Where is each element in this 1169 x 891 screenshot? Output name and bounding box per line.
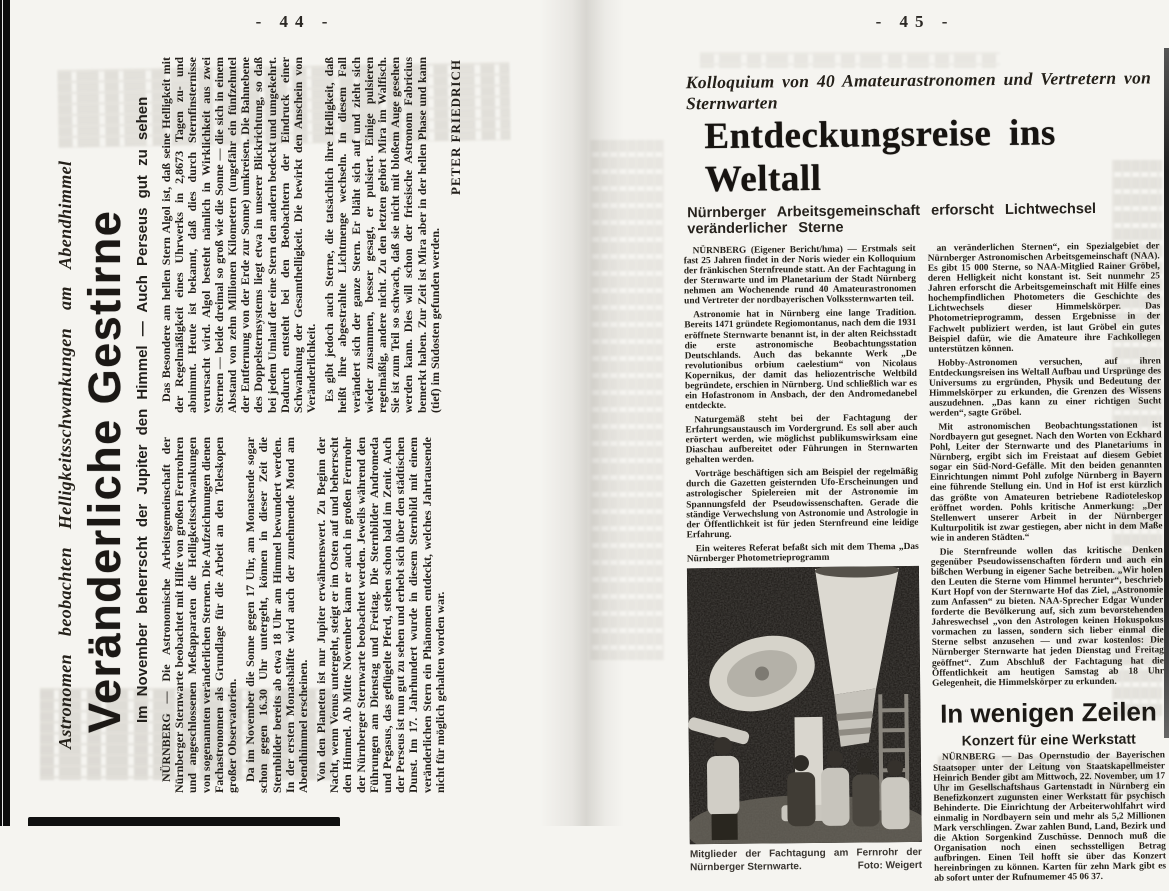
paragraph: NÜRNBERG — Die Astronomische Arbeitsgemeinschaft der Nürnberger Sternwarte beobachtet mit Hilfe von großen Fernrohren und angeschlossenen Meßapparaten die Helligkeitsschwankungen von sogenannten veränderlichen Sternen. Die Aufzeichnungen dienen Fachastronomen als Grundlage für die Arbeit an den Teleskopen großer Observatorien. — [159, 437, 239, 793]
article-column-2 — [928, 241, 1167, 888]
ghost-text — [700, 52, 1000, 68]
paragraph: Ein weiteres Referat befaßt sich mit dem Thema „Das Nürnberger Photometrieprogramm — [686, 541, 919, 565]
right-page-article — [646, 67, 1169, 891]
article-headline: Veränderliche Gestirne — [79, 209, 130, 733]
page-spine-shadow — [540, 0, 624, 826]
photo-caption — [690, 846, 922, 874]
article-columns — [684, 241, 1169, 890]
conference-photo — [687, 566, 922, 844]
briefs-item-title: Konzert für eine Werkstatt — [961, 730, 1136, 748]
film-edge-bottom — [28, 817, 340, 826]
film-edge-left — [0, 0, 10, 826]
paragraph: Hobby-Astronomen versuchen, auf ihren Entdeckungsreisen ins Weltall Aufbau und Ursprünge des Universums zu ergründen, Physik und Bedeutung der Himmelskörper zu erkunden, die Grenzen des Wissens auszudehnen. „Das kann zu einer richtigen Sucht werden“, sagte Gröbel. — [928, 356, 1162, 419]
paragraph: Mit astronomischen Beobachtungsstationen ist Nordbayern gut gesegnet. Nach den Worten von Eckhard Pohl, Leiter der Sternwarte und des Planetariums in Nürnberg, ergibt sich im Freistaat auf diesem Gebiet sogar ein Süd-Nord-Gefälle. Mit den beiden genannten Einrichtungen nimmt Pohl zufolge Nürnberg in Bayern eine führende Stellung ein. Und in Hof ist erst kürzlich das größte von Amateuren betriebene Radioteleskop eröffnet worden. Pohls kritische Anmerkung: „Der Stellenwert unserer Arbeit in der Nürnberger Kulturpolitik ist zwar gestiegen, aber nicht in dem Maße wie in anderen Städten.“ — [929, 420, 1163, 544]
article-subhead: Im November beherrscht der Jupiter den Himmel — Auch Perseus gut zu sehen — [134, 96, 151, 723]
page-number-44: - 44 - — [255, 12, 335, 31]
briefs-item-body: NÜRNBERG — Das Opernstudio der Bayerischen Staatsoper unter der Leitung von Staatskapellmeister Heinrich Bender gibt am Mittwoch, 22. November, um 17 Uhr im Gesellschaftshaus Gartenstadt in Nürnberg ein Benefizkonzert zugunsten einer Werkstatt für psychisch Behinderte. Die Einrichtung der Arbeiterwohlfahrt wird einmalig in Nordbayern sein und mehr als 5,2 Millionen Mark verschlingen. Zwar zahlen Bund, Land, Bezirk und die Aktion Sorgenkind Zuschüsse. Dennoch muß die Organisation noch einen sechsstelligen Betrag aufbringen. Einen Teil hofft sie über das Konzert hereinbringen zu können. Karten für zehn Mark gibt es ab sofort unter der Rufnumemer 45 06 37. — [932, 750, 1167, 884]
article-column-2 — [160, 57, 463, 413]
paragraph: Von den Planeten ist nur Jupiter erwähnenswert. Zu Beginn der Nacht, wenn Venus untergeht, steigt er im Osten auf und beherrscht den Himmel. Ab Mitte November kann er auch in großen Fernrohr der Nürnberger Sternwarte beobachtet werden. Jeweils während den Führungen am Dienstag und Freitag. Die Sternbilder Andromeda und Pegasus, das geflügelte Pferd, stehen schon bald im Zenit. Auch der Perseus ist nun gut zu sehen und erhebt sich über den städtischen Dunst. Im 17. Jahrhundert wurde in diesem Sternbild mit einem veränderlichen Stern ein Phänomen entdeckt, welches Jahrtausende nicht für möglich gehalten worden war. — [314, 437, 447, 793]
film-edge-right — [1164, 48, 1169, 738]
paragraph: Da im November die Sonne gegen 17 Uhr, am Monatsende sogar schon gegen 16.30 Uhr untergeht, können in dieser Zeit die Sternbilder bereits ab etwa 18 Uhr am Himmel bewundert werden. In der ersten Monatshälfte wird auch der zunehmende Mond am Abendhimmel erscheinen. — [243, 437, 310, 793]
rotated-article-canvas — [55, 56, 527, 793]
paragraph: Es gibt jedoch auch Sterne, die tatsächlich ihre Helligkeit, daß heißt ihre abgestrahlte Lichtmenge wechseln. In diesem Fall verändert sich der ganze Stern. Er bläht sich auf und zieht sich wieder zusammen, besser gesagt, er pulsiert. Einige pulsieren regelmäßig, andere nicht. Zu den letzten gehört Mira im Walfisch. Sie ist zum Teil so schwach, daß sie nicht mit bloßem Auge gesehen werden kann. Dies will schon der friesische Astronom Fabricius bemerkt haben. Zur Zeit ist Mira aber in der hellen Phase und kann (tief) im Südosten gefunden werden. — [322, 57, 442, 413]
article-byline: PETER FRIEDRICH — [447, 59, 463, 195]
paragraph: Die Sternfreunde wollen das kritische Denken gegenüber Pseudowissenschaften fördern und auch ein bißchen Werbung in eigener Sache betreiben. „Wir holen den Leuten die Sterne vom Himmel herunter“, beschrieb Kurt Hopf von der Sternwarte Hof das Ziel, „Astronomie zum Anfassen“ zu bieten. NAA-Sprecher Edgar Wunder forderte die Bevölkerung auf, sich zum bevorstehenden Jahreswechsel „von den Astrologen keinen Hokuspokus vormachen zu lassen, sondern sich lieber einmal die Sterne selbst anzusehen — und zwar kostenlos: Die Nürnberger Sternwarte hat jeden Dienstag und Freitag geöffnet“. Zum Abschluß der Fachtagung hat die Öffentlichkeit am heutigen Samstag ab 18 Uhr Gelegenheit, die Himmelskörper zu erkunden. — [930, 545, 1165, 689]
article-column-1 — [160, 437, 463, 793]
paragraph: Astronomie hat in Nürnberg eine lange Tradition. Bereits 1471 gründete Regiomontanus, nach dem die 1931 eröffnete Sternwarte benannt ist, in der alten Reichsstadt die erste astronomische Beobachtungsstation Deutschlands. Auch das bekannte Werk „De revolutionibus orbium caelestium“ von Nicolaus Kopernikus, der damit das heliozentrische Weltbild begründete, erschien in Nürnberg. Und schließlich war es ein Hofastronom in Ansbach, der den Andromedanebel entdeckte. — [684, 308, 918, 412]
paragraph: an veränderlichen Sternen“, ein Spezialgebiet der Nürnberger Astronomischen Arbeitsgemeinschaft (NAA). Es gibt 15 000 Sterne, so NAA-Mitglied Rainer Gröbel, deren Helligkeit nicht konstant ist. Seit nunmehr 25 Jahren erforscht die Arbeitsgemeinschaft mit Hilfe eines hochempfindlichen Photometers die Geschichte des Lichtwechsels dieser Himmelskörper. Das Photometrieprogramm, dessen Ergebnisse in der Fachwelt publiziert werden, ist laut Gröbel ein gutes Beispiel dafür, wie die Amateure ihre Fachkollegen unterstützen können. — [927, 241, 1161, 355]
page-number-45: - 45 - — [875, 12, 955, 31]
briefs-section-heading: In wenigen Zeilen — [939, 696, 1157, 729]
paragraph: Das Besondere am hellen Stern Algol ist, daß seine Helligkeit mit der Regelmäßigkeit eines Uhrwerks in 2,8673 Tagen zu- und abnimmt. Heute ist bekannt, daß dies durch Sternfinsternisse verursacht wird. Algol besteht nämlich in Wirklichkeit aus zwei Sternen — beide dreimal so groß wie die Sonne — die sich in einem Abstand von zehn Millionen Kilometern (ungefähr ein fünfzehntel der Entfernung von der Erde zur Sonne) umkreisen. Die Bahnebene des Doppelsternsystems liegt etwa in unserer Blickrichtung, so daß bei jedem Umlauf der eine Stern den andern bedeckt und umgekehrt. Dadurch entsteht bei den Beobachtern der Eindruck einer Schwankung der Gesamthelligkeit. Die bewirkt den Anschein von Veränderlichkeit. — [159, 57, 319, 413]
article-kicker: Astronomen beobachten Helligkeitsschwankungen am Abendhimmel — [55, 160, 75, 749]
article-headline: Entdeckungsreise ins Weltall — [704, 112, 1057, 201]
lead-paragraph: NÜRNBERG (Eigener Bericht/hma) — Erstmals seit fast 25 Jahren findet in der Noris wieder ein Kolloquium der fränkischen Sternfreunde statt. An der Fachtagung in der Sternwarte und im Planetarium der Stadt Nürnberg nehmen am Wochenende rund 40 Amateurastronomen und Vertreter der nordbayerischen Volkssternwarten teil. — [683, 243, 917, 307]
photo-credit: Foto: Weigert — [857, 859, 923, 872]
article-kicker: Kolloquium von 40 Amateurastronomen und Vertretern von Sternwarten — [685, 67, 1152, 114]
telescope-photo-illustration — [687, 566, 922, 844]
article-columns — [160, 56, 463, 793]
photo-caption-text: Mitglieder der Fachtagung am Fernrohr der Nürnberger Sternwarte. — [689, 846, 922, 874]
paragraph: Naturgemäß steht bei der Fachtagung der Erfahrungsaustausch im Vordergrund. Es soll aber auch erörtert werden, wie möglichst publikumswirksam eine Diaschau aufbereitet oder Führungen in Sternwarten gehalten werden. — [685, 412, 918, 466]
left-page-article-rotated — [55, 56, 527, 793]
article-column-1 — [684, 244, 923, 891]
paragraph: Vorträge beschäftigen sich am Beispiel der regelmäßig durch die Gazetten geisternden Ufo-Erscheinungen und astrologischer Spielereien mit der Astronomie im Spannungsfeld der Pseudowissenschaften. Gerade die ständige Verwechslung von Astronomie und Astrologie in der Öffentlichkeit ist für jeden Sternfreund eine leidige Erfahrung. — [685, 467, 919, 541]
article-subhead: Nürnberger Arbeitsgemeinschaft erforscht Lichtwechsel veränderlicher Sterne — [687, 201, 1097, 238]
